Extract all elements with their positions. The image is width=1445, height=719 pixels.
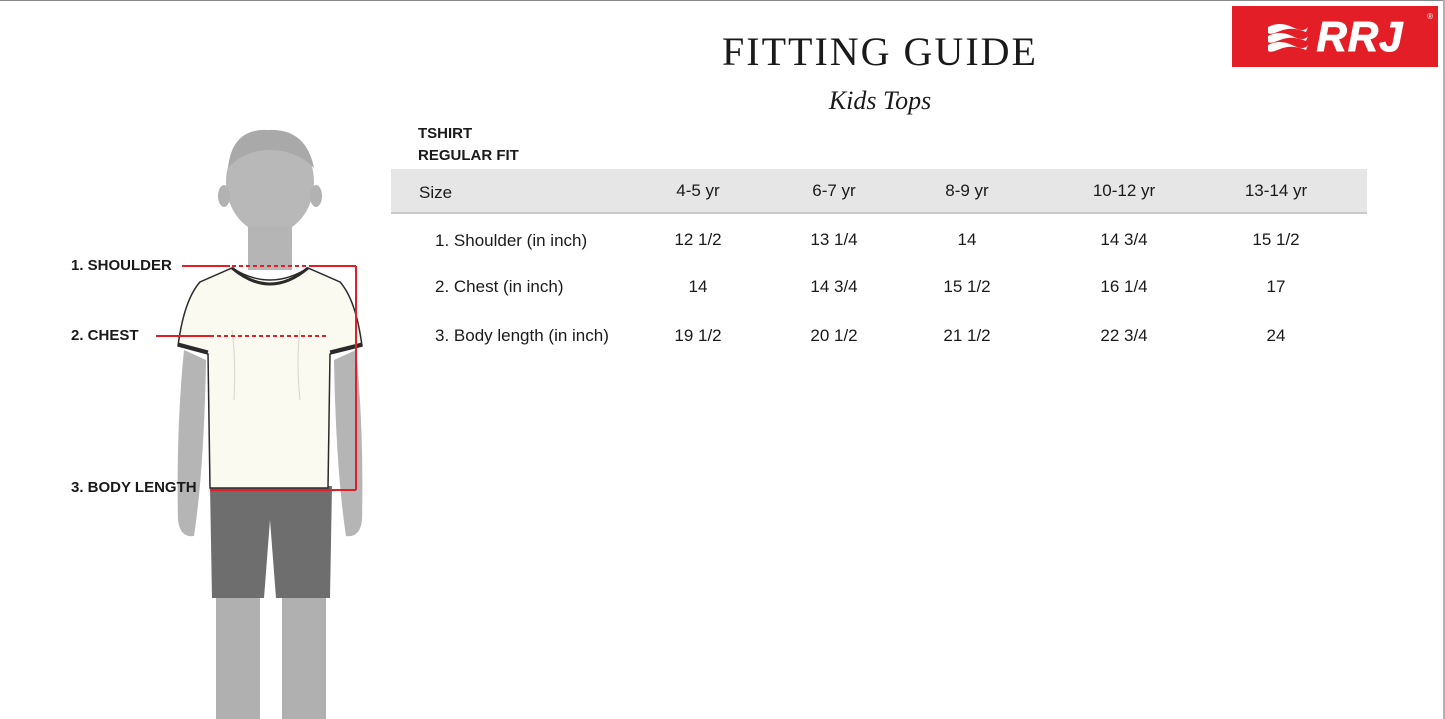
figure-arm-right <box>334 350 362 536</box>
table-cell: 14 3/4 <box>810 277 858 296</box>
logo-wave-icon <box>1266 19 1310 55</box>
size-table-header <box>391 169 1367 214</box>
table-cell: 20 1/2 <box>810 326 858 345</box>
table-cell: 15 1/2 <box>943 277 991 296</box>
table-cell: 19 1/2 <box>674 326 722 345</box>
table-cell: 21 1/2 <box>943 326 991 345</box>
table-row-label: 3. Body length (in inch) <box>435 326 609 345</box>
figure-leg-left <box>216 596 260 719</box>
table-cell: 17 <box>1266 277 1286 296</box>
table-cell: 16 1/4 <box>1100 277 1148 296</box>
figure-leg-right <box>282 596 326 719</box>
size-column-header: 8-9 yr <box>945 181 989 200</box>
figure-shorts <box>210 486 332 598</box>
brand-logo <box>1232 6 1438 67</box>
size-column-header: 6-7 yr <box>812 181 856 200</box>
size-column-header: 10-12 yr <box>1092 181 1156 200</box>
page-title: FITTING GUIDE <box>722 29 1038 74</box>
body-length-label: 3. BODY LENGTH <box>71 479 197 496</box>
table-cell: 14 <box>957 230 977 249</box>
product-fit: REGULAR FIT <box>418 147 519 164</box>
figure-neck <box>248 226 292 270</box>
table-cell: 24 <box>1266 326 1286 345</box>
table-cell: 14 <box>688 277 708 296</box>
table-cell: 22 3/4 <box>1100 326 1148 345</box>
table-row-label: 2. Chest (in inch) <box>435 277 564 296</box>
figure-arm-left <box>178 350 206 536</box>
figure-ear-right <box>310 185 322 207</box>
chest-label: 2. CHEST <box>71 327 139 344</box>
figure-ear-left <box>218 185 230 207</box>
table-row-label: 1. Shoulder (in inch) <box>435 231 588 250</box>
registered-mark-icon: ® <box>1427 12 1433 21</box>
page-subtitle: Kids Tops <box>828 86 932 115</box>
product-type: TSHIRT <box>418 125 473 142</box>
table-cell: 14 3/4 <box>1100 230 1148 249</box>
child-figure-illustration <box>0 0 400 719</box>
table-cell: 12 1/2 <box>674 230 722 249</box>
logo-text: RRJ <box>1316 12 1404 60</box>
table-cell: 15 1/2 <box>1252 230 1300 249</box>
table-cell: 13 1/4 <box>810 230 858 249</box>
size-header-label: Size <box>419 183 453 202</box>
shoulder-label: 1. SHOULDER <box>71 257 172 274</box>
size-column-header: 4-5 yr <box>676 181 720 200</box>
size-column-header: 13-14 yr <box>1244 181 1308 200</box>
